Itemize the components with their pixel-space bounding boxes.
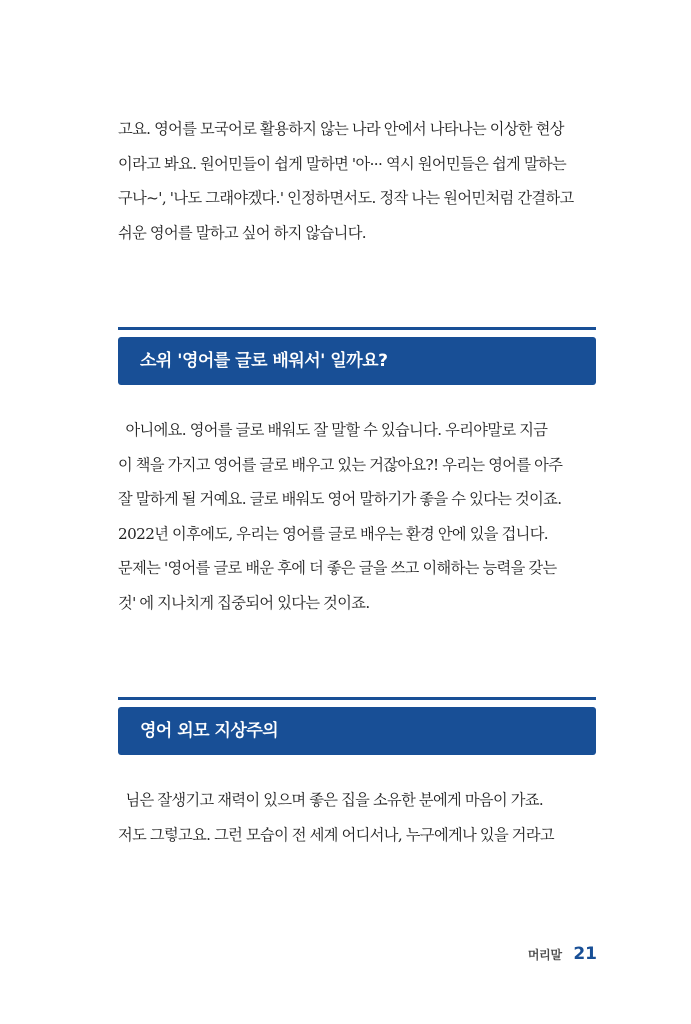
running-footer-label: 머리말 bbox=[527, 948, 562, 962]
section-heading: 소위 '영어를 글로 배워서' 일까요? bbox=[140, 351, 388, 371]
text-line: 고요. 영어를 모국어로 활용하지 않는 나라 안에서 나타나는 이상한 현상 bbox=[118, 120, 564, 138]
page-number: 21 bbox=[573, 944, 597, 964]
section-heading-box bbox=[118, 707, 596, 755]
text-line: 이 책을 가지고 영어를 글로 배우고 있는 거잖아요?! 우리는 영어를 아주 bbox=[118, 455, 563, 474]
paragraph-body bbox=[118, 413, 596, 621]
section-heading: 영어 외모 지상주의 bbox=[140, 721, 279, 741]
paragraph-intro-continued bbox=[118, 112, 596, 250]
text-line: 잘 말하게 될 거예요. 글로 배워도 영어 말하기가 좋을 수 있다는 것이죠. bbox=[118, 490, 562, 509]
text-line: 것' 에 지나치게 집중되어 있다는 것이죠. bbox=[118, 593, 370, 612]
page-footer bbox=[528, 944, 597, 964]
text-line: 2022년 이후에도, 우리는 영어를 글로 배우는 환경 안에 있을 겁니다. bbox=[118, 524, 549, 543]
section-divider bbox=[118, 327, 596, 330]
paragraph-body bbox=[118, 783, 596, 852]
text-line: 쉬운 영어를 말하고 싶어 하지 않습니다. bbox=[118, 223, 367, 242]
text-line: 저도 그렇고요. 그런 모습이 전 세계 어디서나, 누구에게나 있을 거라고 bbox=[118, 825, 554, 844]
section-divider bbox=[118, 697, 596, 700]
text-line: 이라고 봐요. 원어민들이 쉽게 말하면 '아··· 역시 원어민들은 쉽게 말하는 bbox=[118, 154, 567, 173]
text-line: 아니에요. 영어를 글로 배워도 잘 말할 수 있습니다. 우리야말로 지금 bbox=[118, 421, 548, 439]
text-line: 문제는 '영어를 글로 배운 후에 더 좋은 글을 쓰고 이해하는 능력을 갖는 bbox=[118, 559, 557, 578]
section-heading-box bbox=[118, 337, 596, 385]
text-line: 님은 잘생기고 재력이 있으며 좋은 집을 소유한 분에게 마음이 가죠. bbox=[118, 791, 544, 809]
text-line: 구나~', '나도 그래야겠다.' 인정하면서도. 정작 나는 원어민처럼 간결하고 bbox=[118, 189, 574, 208]
